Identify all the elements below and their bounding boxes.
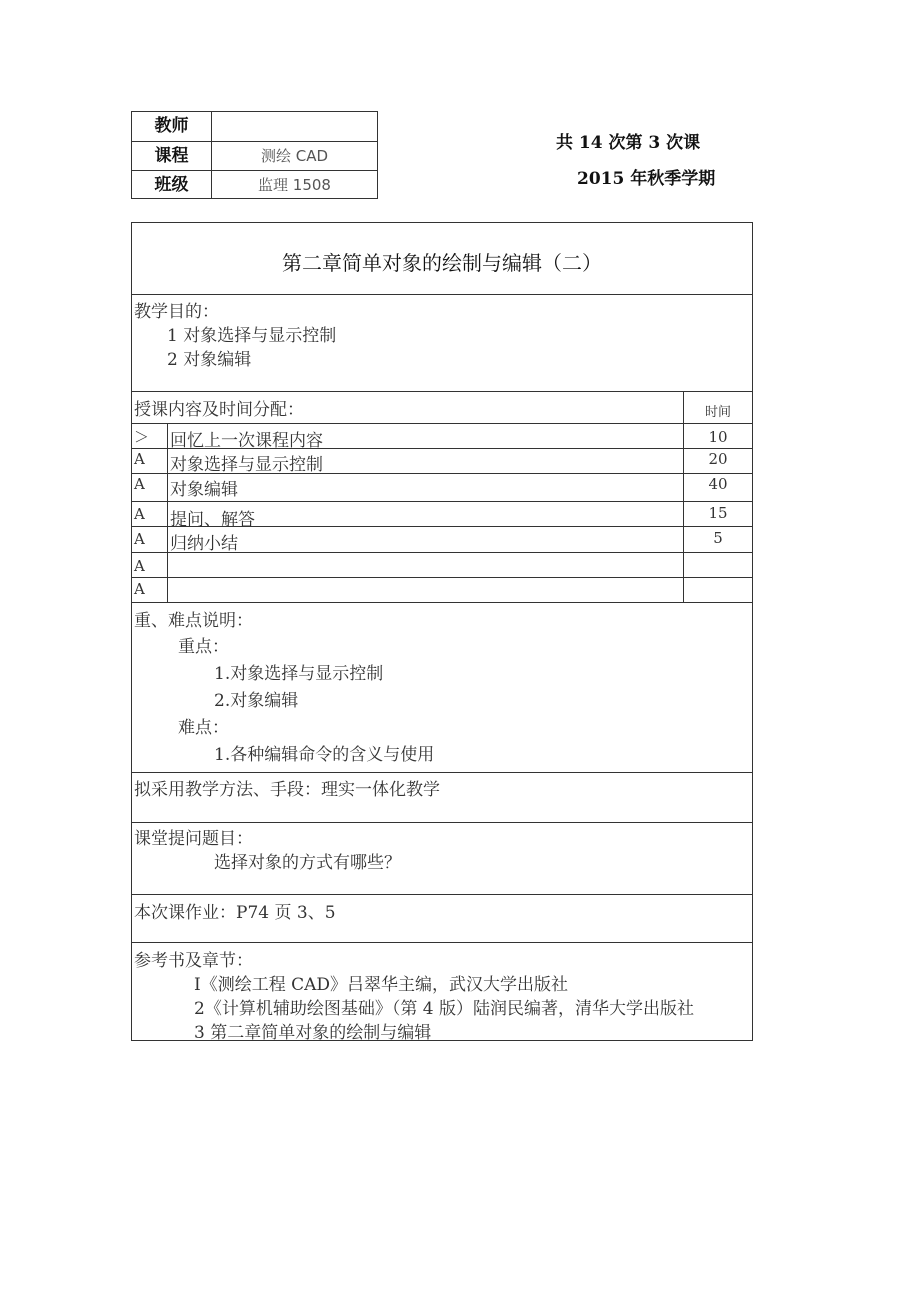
header-info-table [131, 111, 378, 199]
key-points-label: 重、难点说明： [134, 611, 253, 631]
objective-item: 1 对象选择与显示控制 [167, 326, 337, 346]
row-marker: A [134, 450, 145, 468]
row-marker: A [134, 580, 145, 598]
homework: 本次课作业：P74 页 3、5 [134, 903, 336, 923]
key-label: 重点： [178, 637, 229, 657]
divider [132, 294, 752, 295]
divider [132, 391, 752, 392]
class-row [132, 170, 377, 199]
reference-item: I《测绘工程 CAD》吕翠华主编，武汉大学出版社 [194, 975, 569, 995]
divider [132, 772, 752, 773]
class-value: 监理 1508 [258, 176, 331, 194]
lesson-plan-table [131, 222, 753, 1041]
marker-column-divider [167, 423, 168, 603]
row-marker: A [134, 475, 145, 493]
divider [132, 602, 752, 603]
time-header: 时间 [704, 405, 731, 420]
schedule-content: 归纳小结 [170, 534, 238, 554]
teacher-row [132, 112, 377, 141]
class-label: 班级 [132, 171, 212, 199]
difficult-item: 1.各种编辑命令的含义与使用 [214, 745, 435, 765]
teacher-value [212, 112, 377, 141]
course-value: 测绘 CAD [260, 147, 329, 165]
divider [132, 423, 752, 424]
schedule-time: 10 [708, 428, 728, 446]
schedule-label: 授课内容及时间分配： [134, 400, 304, 420]
row-marker: A [134, 505, 145, 523]
reference-item: 3 第二章简单对象的绘制与编辑 [194, 1023, 432, 1043]
divider [132, 473, 752, 474]
divider [132, 577, 752, 578]
schedule-time: 5 [713, 529, 723, 547]
divider [132, 942, 752, 943]
course-label: 课程 [132, 142, 212, 170]
schedule-time: 15 [708, 504, 728, 522]
reference-item: 2《计算机辅助绘图基础》（第 4 版）陆润民编著，清华大学出版社 [194, 999, 694, 1019]
row-marker: A [134, 530, 145, 548]
divider [132, 526, 752, 527]
questions-label: 课堂提问题目： [134, 829, 253, 849]
objectives-label: 教学目的： [134, 302, 219, 322]
teacher-label: 教师 [132, 112, 212, 141]
schedule-time: 20 [708, 450, 728, 468]
objective-item: 2 对象编辑 [167, 350, 252, 370]
question-text: 选择对象的方式有哪些？ [214, 853, 401, 873]
session-count: 共 14 次第 3 次课 [556, 133, 701, 153]
row-marker: ＞ [134, 428, 150, 446]
schedule-content: 提问、解答 [170, 510, 255, 530]
schedule-content: 对象选择与显示控制 [170, 455, 323, 475]
teaching-methods: 拟采用教学方法、手段：理实一体化教学 [134, 780, 440, 800]
difficult-label: 难点： [178, 718, 229, 738]
key-item: 1.对象选择与显示控制 [214, 664, 384, 684]
divider [132, 894, 752, 895]
references-label: 参考书及章节： [134, 951, 253, 971]
schedule-content: 对象编辑 [170, 480, 238, 500]
divider [132, 501, 752, 502]
schedule-content: 回忆上一次课程内容 [170, 431, 323, 451]
divider [132, 448, 752, 449]
course-row [132, 141, 377, 170]
divider [132, 822, 752, 823]
term-label: 2015 年秋季学期 [577, 169, 716, 189]
divider [132, 552, 752, 553]
lesson-title: 第二章简单对象的绘制与编辑（二） [282, 251, 602, 275]
schedule-time: 40 [708, 475, 728, 493]
row-marker: A [134, 557, 145, 575]
key-item: 2.对象编辑 [214, 691, 299, 711]
